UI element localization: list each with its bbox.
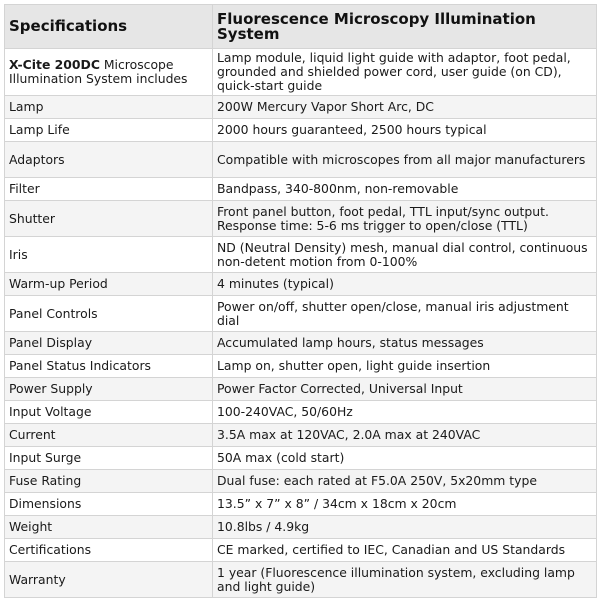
row-label: Dimensions <box>5 493 213 516</box>
row-value: Front panel button, foot pedal, TTL input/sync output. Response time: 5-6 ms trigger to open/close (TTL) <box>213 201 597 237</box>
row-value: Bandpass, 340-800nm, non-removable <box>213 178 597 201</box>
table-row <box>5 273 597 296</box>
table-row <box>5 355 597 378</box>
header-row <box>5 5 597 49</box>
row-label: Warranty <box>5 562 213 598</box>
row-value: Lamp module, liquid light guide with adaptor, foot pedal, grounded and shielded power cord, user guide (on CD), quick-start guide <box>213 49 597 96</box>
row-label: Lamp <box>5 96 213 119</box>
row-value: 1 year (Fluorescence illumination system, excluding lamp and light guide) <box>213 562 597 598</box>
row-value: Power Factor Corrected, Universal Input <box>213 378 597 401</box>
row-label: Panel Status Indicators <box>5 355 213 378</box>
table-row <box>5 493 597 516</box>
row-label: Shutter <box>5 201 213 237</box>
row-value: ND (Neutral Density) mesh, manual dial control, continuous non-detent motion from 0-100% <box>213 237 597 273</box>
table-row <box>5 119 597 142</box>
row-value: 2000 hours guaranteed, 2500 hours typical <box>213 119 597 142</box>
row-value: 50A max (cold start) <box>213 447 597 470</box>
table-row <box>5 178 597 201</box>
specifications-table <box>4 4 597 598</box>
table-row <box>5 516 597 539</box>
row-label: Iris <box>5 237 213 273</box>
table-row <box>5 142 597 178</box>
row-value: 100-240VAC, 50/60Hz <box>213 401 597 424</box>
table-row <box>5 424 597 447</box>
row-value: 3.5A max at 120VAC, 2.0A max at 240VAC <box>213 424 597 447</box>
table-row <box>5 201 597 237</box>
table-row <box>5 49 597 96</box>
table-row <box>5 378 597 401</box>
table-row <box>5 96 597 119</box>
row-value: CE marked, certified to IEC, Canadian and US Standards <box>213 539 597 562</box>
row-label: Filter <box>5 178 213 201</box>
brand-name: X-Cite 200DC <box>9 57 100 72</box>
table-row <box>5 296 597 332</box>
table-row <box>5 539 597 562</box>
table-row <box>5 401 597 424</box>
table-row <box>5 447 597 470</box>
table-row <box>5 332 597 355</box>
spec-table-container <box>4 4 596 598</box>
row-value: 13.5” x 7” x 8” / 34cm x 18cm x 20cm <box>213 493 597 516</box>
row-value: 4 minutes (typical) <box>213 273 597 296</box>
row-value: Lamp on, shutter open, light guide insertion <box>213 355 597 378</box>
row-label: Lamp Life <box>5 119 213 142</box>
table-row <box>5 237 597 273</box>
row-value: 200W Mercury Vapor Short Arc, DC <box>213 96 597 119</box>
row-label: Panel Controls <box>5 296 213 332</box>
header-specifications: Specifications <box>5 5 213 49</box>
row-label: Fuse Rating <box>5 470 213 493</box>
table-row <box>5 562 597 598</box>
intro-label-text: Microscope Illumination System includes <box>9 57 188 86</box>
row-label: Certifications <box>5 539 213 562</box>
row-label: Input Surge <box>5 447 213 470</box>
row-label: Panel Display <box>5 332 213 355</box>
row-value: Dual fuse: each rated at F5.0A 250V, 5x20mm type <box>213 470 597 493</box>
row-value: Power on/off, shutter open/close, manual iris adjustment dial <box>213 296 597 332</box>
row-label: Adaptors <box>5 142 213 178</box>
row-label: Power Supply <box>5 378 213 401</box>
row-label: Warm-up Period <box>5 273 213 296</box>
header-system-title: Fluorescence Microscopy Illumination System <box>213 5 597 49</box>
row-label: Input Voltage <box>5 401 213 424</box>
row-value: 10.8lbs / 4.9kg <box>213 516 597 539</box>
table-row <box>5 470 597 493</box>
row-value: Compatible with microscopes from all major manufacturers <box>213 142 597 178</box>
row-value: Accumulated lamp hours, status messages <box>213 332 597 355</box>
row-label: Current <box>5 424 213 447</box>
row-label <box>5 49 213 96</box>
row-label: Weight <box>5 516 213 539</box>
